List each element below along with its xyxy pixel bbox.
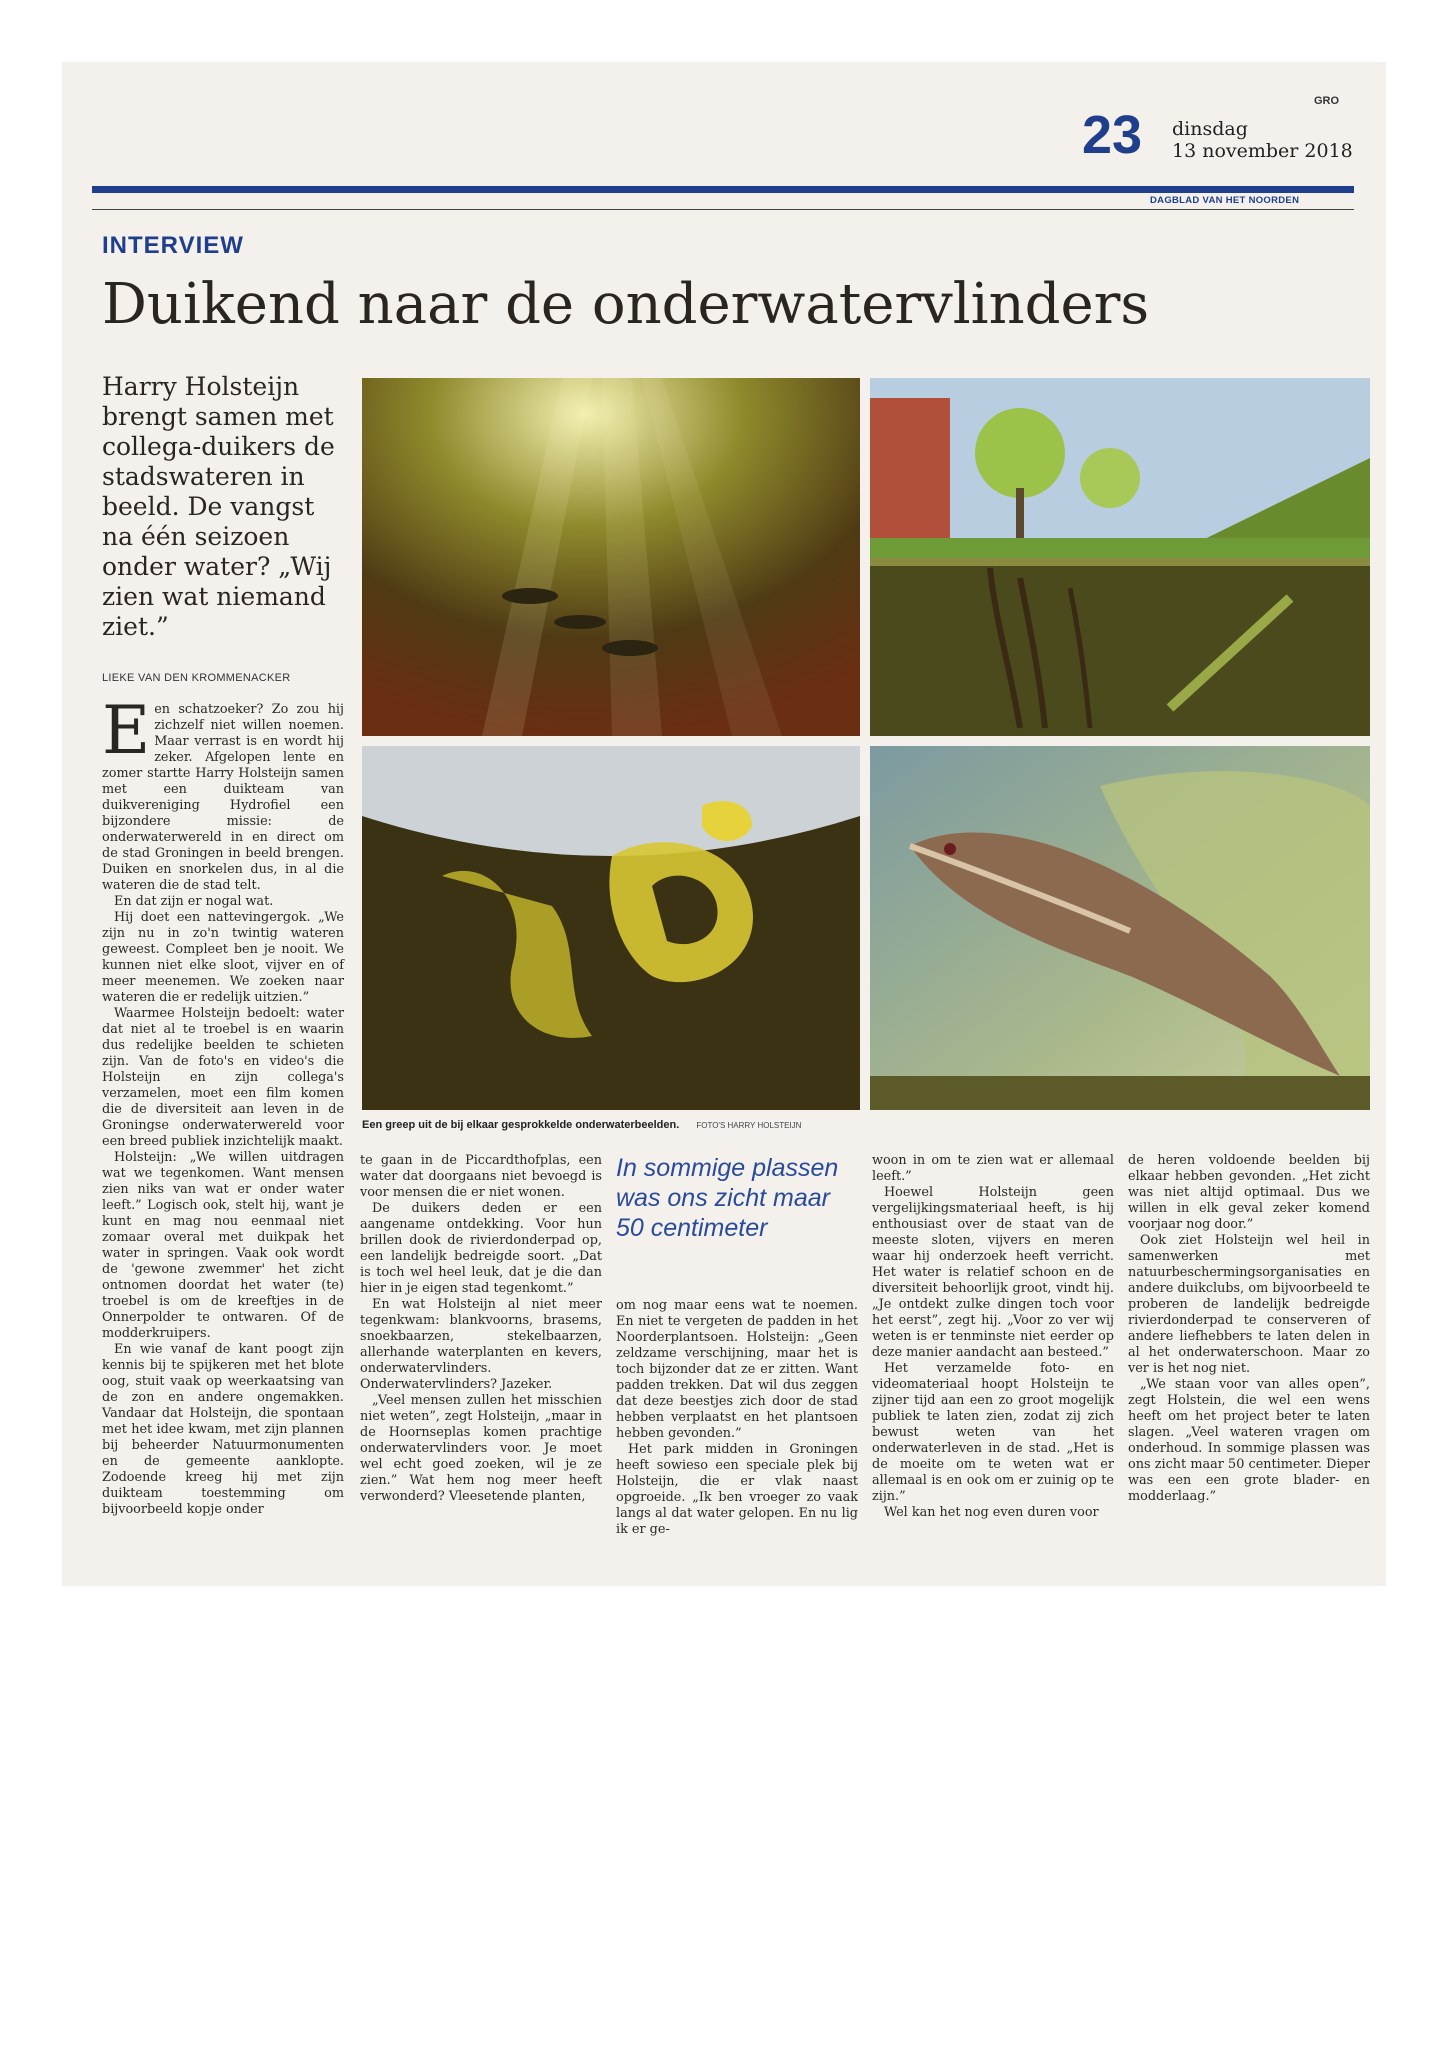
paragraph: Hoewel Holsteijn geen vergelijkingsmateriaal heeft, is hij enthousiast over de staat van de meeste sloten, vijvers en meren waar hij onderzoek heeft verricht. Het water is relatief schoon en de diversiteit behoorlijk groot, vindt hij. „Je ontdekt zulke dingen toch voor het eerst”, zegt hij. „Voor zo ver wij weten is er tenminste niet eerder op deze manier aandacht aan besteed.”	[872, 1185, 1114, 1360]
edition-code: GRO	[1314, 95, 1340, 107]
body-column-4	[872, 1153, 1114, 1521]
photo-pike	[870, 746, 1370, 1110]
pull-quote: In sommige plassen was ons zicht maar 50 centimeter	[616, 1154, 839, 1242]
paragraph: Holsteijn: „We willen uitdragen wat we tegenkomen. Want mensen zien niks van wat er onder water leeft.” Logisch ook, stelt hij, want je kunt en mag nou eenmaal niet zomaar overal met duikpak het water in springen. Vaak ook wordt de 'gewone zwemmer' het zicht ontnomen doordat het water (te) troebel is om de kreeftjes in de Onnerpolder te ontwaren. Of de modderkruipers.	[102, 1150, 344, 1341]
paragraph: de heren voldoende beelden bij elkaar hebben gevonden. „Het zicht was niet altijd optimaal. Dus we willen in elk geval zeker komend voorjaar nog door.”	[1128, 1153, 1370, 1232]
body-column-5	[1128, 1153, 1370, 1505]
paragraph: En wat Holsteijn al niet meer tegenkwam: blankvoorns, brasems, snoekbaarzen, stekelbaarzen, allerhande waterplanten en kevers, onderwatervlinders. Onderwatervlinders? Jazeker.	[360, 1297, 602, 1392]
header-rule	[92, 186, 1354, 193]
paragraph: Het verzamelde foto- en videomateriaal hoopt Holsteijn te zijner tijd aan een zo groot mogelijk publiek te laten zien, zodat zij zich bewust weten van het onderwaterleven in de stad. „Het is de moeite om te weten wat er allemaal is en ook om er zuinig op te zijn.”	[872, 1361, 1114, 1504]
body-column-1	[102, 692, 344, 1518]
section-label: INTERVIEW	[102, 232, 244, 259]
page-number: 23	[1082, 105, 1143, 165]
headline: Duikend naar de onderwatervlinders	[102, 272, 1150, 337]
date-weekday: dinsdag	[1172, 118, 1248, 140]
paragraph: Hij doet een nattevingergok. „We zijn nu in zo'n twintig wateren geweest. Compleet ben je nooit. We kunnen niet elke sloot, vijver en of meer meenemen. We zoeken naar wateren die er redelijk uitzien.”	[102, 910, 344, 1005]
paragraph: „Veel mensen zullen het misschien niet weten”, zegt Holsteijn, „maar in de Hoornseplas komen prachtige onderwatervlinders voor. Je moet wel echt goed zoeken, wil je ze zien.” Wat hem nog meer heeft verwonderd? Vleesetende planten,	[360, 1393, 602, 1504]
caption-text: Een greep uit de bij elkaar gesprokkelde onderwaterbeelden.	[362, 1119, 680, 1131]
header-divider	[92, 209, 1354, 210]
photo-caption	[362, 1119, 801, 1131]
intro-text: Harry Holsteijn brengt samen met collega-duikers de stadswateren in beeld. De vangst na één seizoen onder water? „Wij zien wat niemand ziet.”	[102, 372, 335, 641]
paragraph: „We staan voor van alles open”, zegt Holstein, die wel een wens heeft om het project beter te laten slagen. „Veel wateren vragen om onderhoud. In sommige plassen was ons zicht maar 50 centimeter. Dieper was een een grote blader- en modderlaag.”	[1128, 1377, 1370, 1504]
paragraph: Het park midden in Groningen heeft sowieso een speciale plek bij Holsteijn, die er vlak naast opgroeide. „Ik ben vroeger zo vaak langs al dat water gelopen. En nu lig ik er ge-	[616, 1442, 858, 1537]
date-full: 13 november 2018	[1172, 140, 1353, 162]
paragraph: Ook ziet Holsteijn wel heil in samenwerken met natuurbeschermingsorganisaties en andere duikclubs, om bijvoorbeeld te proberen de landelijk bedreigde rivierdonderpad te conserveren of andere liefhebbers te laten delen in al het onderwaterschoon. Maar zo ver is het nog niet.	[1128, 1233, 1370, 1376]
newspaper-page	[62, 62, 1386, 1586]
photo-fish-sunrays	[362, 378, 860, 736]
body-column-2	[360, 1153, 602, 1505]
paragraph: woon in om te zien wat er allemaal leeft.”	[872, 1153, 1114, 1184]
paragraph: En dat zijn er nogal wat.	[114, 894, 274, 909]
paragraph: om nog maar eens wat te noemen. En niet te vergeten de padden in het Noorderplantsoen. Holsteijn: „Geen zeldzame verschijning, maar het is toch bijzonder dat ze er zitten. Want padden trekken. Dat wil dus zeggen dat deze beestjes zich door de stad hebben verplaatst en het plantsoen hebben gevonden.”	[616, 1298, 858, 1441]
photo-credit: FOTO'S HARRY HOLSTEIJN	[696, 1121, 802, 1130]
paragraph: En wie vanaf de kant poogt zijn kennis bij te spijkeren met het blote oog, stuit vaak op weerkaatsing van de zon en andere ongemakken. Vandaar dat Holsteijn, die spontaan met het idee kwam, met zijn plannen bij beheerder Natuurmonumenten en de gemeente aanklopte. Zodoende kreeg hij met zijn duikteam toestemming om bijvoorbeeld kopje onder	[102, 1342, 344, 1517]
paragraph: De duikers deden er een aangename ontdekking. Voor hun brillen dook de rivierdonderpad op, een landelijk bedreigde soort. „Dat is toch wel heel leuk, dat je die dan hier in je eigen stad tegenkomt.”	[360, 1201, 602, 1296]
byline: LIEKE VAN DEN KROMMENACKER	[102, 672, 291, 684]
newspaper-brand: DAGBLAD VAN HET NOORDEN	[1150, 195, 1300, 206]
photo-yellow-plants	[362, 746, 860, 1110]
paragraph: Waarmee Holsteijn bedoelt: water dat niet al te troebel is en waarin dus redelijke beelden te schieten zijn. Van de foto's en video's die Holsteijn en zijn collega's verzamelen, moet een film komen die de diversiteit aan leven in de Groningse onderwaterwereld voor een breed publiek inzichtelijk maakt.	[102, 1006, 344, 1149]
drop-cap: E	[102, 692, 151, 769]
photo-split-level-park	[870, 378, 1370, 736]
paragraph: Wel kan het nog even duren voor	[884, 1505, 1099, 1520]
paragraph: te gaan in de Piccardthofplas, een water dat doorgaans niet bevoegd is voor mensen die er niet wonen.	[360, 1153, 602, 1200]
body-column-3	[616, 1298, 858, 1538]
issue-date	[1172, 118, 1353, 162]
paragraph: en schatzoeker? Zo zou hij zichzelf niet willen noemen. Maar verrast is en wordt hij zeker. Afgelopen lente en zomer startte Harry Holsteijn samen met een duikteam van duikvereniging Hydrofiel een bijzondere missie: de onderwaterwereld in en direct om de stad Groningen in beeld brengen. Duiken en snorkelen dus, in al die wateren die de stad telt.	[102, 702, 344, 893]
